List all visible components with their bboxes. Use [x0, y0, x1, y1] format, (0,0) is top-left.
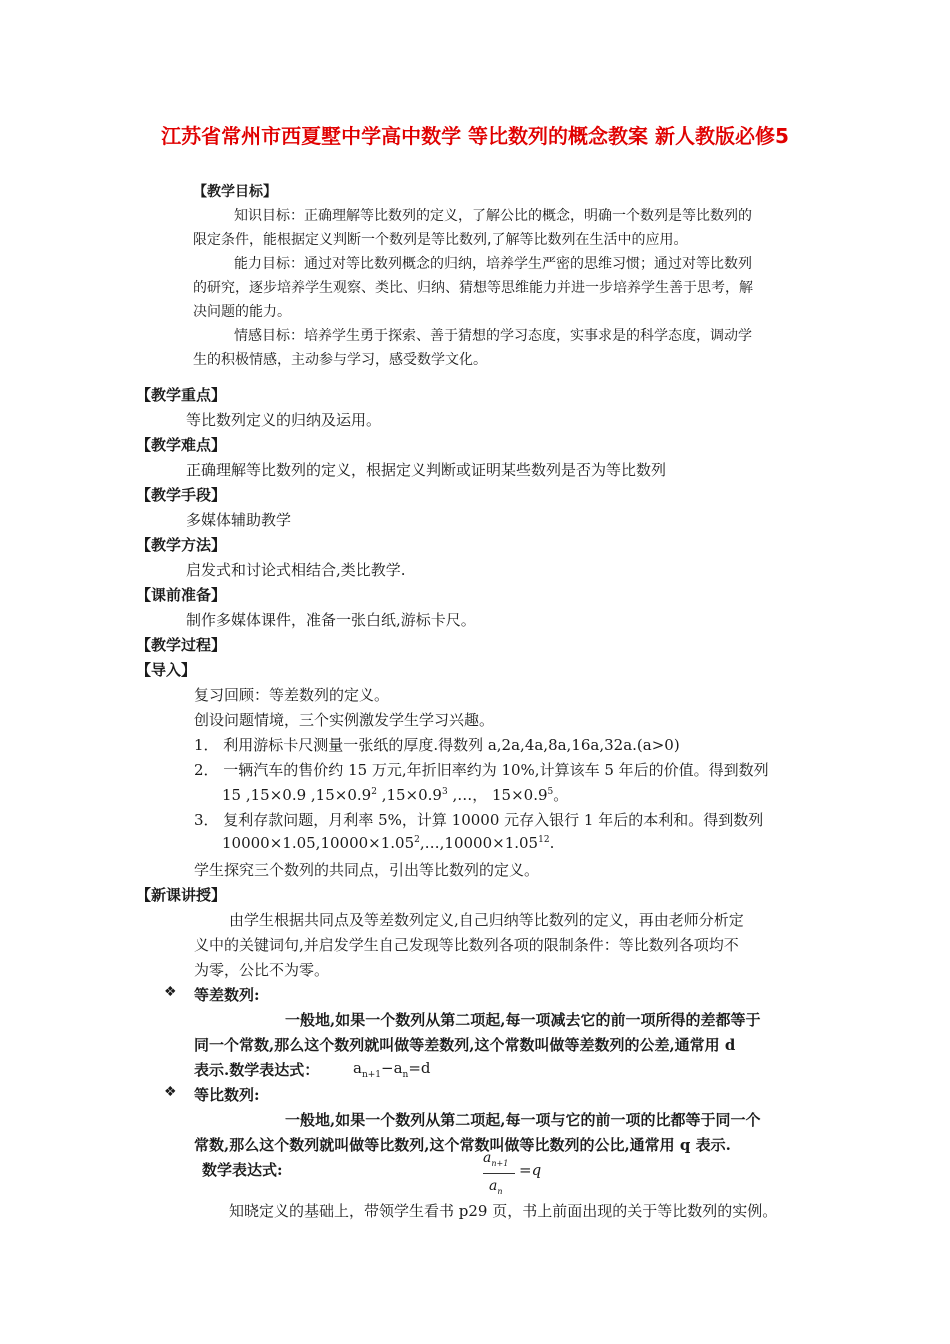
arith-expression [353, 1059, 431, 1080]
newlesson-para-line-2: 义中的关键词句,并启发学生自己发现等比数列各项的限制条件：等比数列各项均不 [194, 936, 739, 954]
newlesson-para-line-1: 由学生根据共同点及等差数列定义,自己归纳等比数列的定义，再由老师分析定 [229, 911, 744, 929]
arith-expr-a: a [353, 1059, 362, 1077]
frac-bar [483, 1173, 515, 1174]
arith-def-line-1: 一般地,如果一个数列从第二项起,每一项减去它的前一项所得的差都等于 [285, 1011, 761, 1029]
geo-def-line-2: 常数,那么这个数列就叫做等比数列,这个常数叫做等比数列的公比,通常用 q 表示. [194, 1136, 731, 1154]
item3-sup-12: 12 [538, 835, 550, 845]
diamond-bullet-icon: ❖ [164, 1084, 177, 1100]
geo-expr-label: 数学表达式: [202, 1161, 283, 1179]
focus-heading: 【教学重点】 [136, 386, 227, 404]
intro-item-3-line-1: 3． 复利存款问题，月利率 5%，计算 10000 元存入银行 1 年后的本利和。得到数列 [194, 811, 764, 829]
difficulty-heading: 【教学难点】 [136, 436, 227, 454]
item3-sup-2: 2 [414, 835, 420, 845]
item3-part-c: . [549, 834, 555, 852]
frac-numerator: $a_{n+1}$ [483, 1150, 509, 1168]
goals-emotion-line-1: 情感目标：培养学生勇于探索、善于猜想的学习态度，实事求是的科学态度，调动学 [234, 328, 752, 344]
item3-part-b: ,…,10000×1.05 [419, 834, 539, 852]
arith-expr-sub-2: n [402, 1070, 409, 1080]
means-heading: 【教学手段】 [136, 486, 227, 504]
intro-scenario: 创设问题情境，三个实例激发学生学习兴趣。 [194, 711, 495, 729]
arith-def-line-3: 表示.数学表达式： [194, 1061, 320, 1079]
means-text: 多媒体辅助教学 [186, 511, 292, 529]
goals-knowledge-line-2: 限定条件，能根据定义判断一个数列是等比数列,了解等比数列在生活中的应用。 [193, 232, 688, 248]
intro-item-1: 1． 利用游标卡尺测量一张纸的厚度.得数列 a,2a,4a,8a,16a,32a.(a>0) [194, 736, 680, 754]
newlesson-heading: 【新课讲授】 [136, 886, 227, 904]
item2-sup-5: 5 [547, 787, 554, 797]
process-heading: 【教学过程】 [136, 636, 227, 654]
goals-ability-line-1: 能力目标：通过对等比数列概念的归纳，培养学生严密的思维习惯；通过对等比数列 [234, 256, 752, 272]
goals-emotion-line-2: 生的积极情感，主动参与学习，感受数学文化。 [193, 352, 487, 368]
intro-review: 复习回顾：等差数列的定义。 [194, 686, 390, 704]
diamond-bullet-icon: ❖ [164, 984, 177, 1000]
closing-text: 知晓定义的基础上，带领学生看书 p29 页，书上前面出现的关于等比数列的实例。 [229, 1202, 778, 1220]
arith-expr-sub-1: n+1 [361, 1070, 382, 1080]
difficulty-text: 正确理解等比数列的定义，根据定义判断或证明某些数列是否为等比数列 [186, 461, 667, 479]
item2-part-c: ,…， 15×0.9 [447, 786, 548, 804]
focus-text: 等比数列定义的归纳及运用。 [186, 411, 382, 429]
item2-part-b: ,15×0.9 [376, 786, 442, 804]
intro-explore: 学生探究三个数列的共同点，引出等比数列的定义。 [194, 861, 540, 879]
prep-heading: 【课前准备】 [136, 586, 227, 604]
item2-part-a: 15 ,15×0.9 ,15×0.9 [222, 786, 372, 804]
intro-item-3-line-2 [222, 834, 554, 852]
arith-title: 等差数列: [194, 986, 260, 1004]
frac-equals: =q [519, 1161, 542, 1179]
item3-part-a: 10000×1.05,10000×1.05 [222, 834, 415, 852]
geo-title: 等比数列: [194, 1086, 260, 1104]
method-text: 启发式和讨论式相结合,类比教学. [186, 561, 406, 579]
item2-sup-3: 3 [441, 787, 448, 797]
page-title: 江苏省常州市西夏墅中学高中数学 等比数列的概念教案 新人教版必修5 [161, 124, 789, 148]
goals-heading: 【教学目标】 [193, 184, 277, 200]
geo-fraction-formula [483, 1150, 553, 1200]
arith-expr-b: −a [381, 1059, 403, 1077]
intro-heading: 【导入】 [136, 661, 197, 679]
goals-ability-line-2: 的研究，逐步培养学生观察、类比、归纳、猜想等思维能力并进一步培养学生善于思考，解 [193, 280, 753, 296]
intro-item-2-line-2 [222, 784, 568, 805]
prep-text: 制作多媒体课件，准备一张白纸,游标卡尺。 [186, 611, 476, 629]
arith-def-line-2: 同一个常数,那么这个数列就叫做等差数列,这个常数叫做等差数列的公差,通常用 d [194, 1036, 736, 1054]
item2-sup-2: 2 [371, 787, 377, 797]
intro-item-2-line-1: 2． 一辆汽车的售价约 15 万元,年折旧率约为 10%,计算该车 5 年后的价值。得到数列 [194, 761, 769, 779]
geo-def-line-1: 一般地,如果一个数列从第二项起,每一项与它的前一项的比都等于同一个 [285, 1111, 761, 1129]
item2-part-d: 。 [553, 786, 569, 804]
frac-denominator: $a_n$ [489, 1178, 503, 1196]
goals-ability-line-3: 决问题的能力。 [193, 304, 291, 320]
method-heading: 【教学方法】 [136, 536, 227, 554]
arith-expr-c: =d [408, 1059, 431, 1077]
goals-knowledge-line-1: 知识目标：正确理解等比数列的定义，了解公比的概念，明确一个数列是等比数列的 [234, 208, 752, 224]
newlesson-para-line-3: 为零，公比不为零。 [194, 961, 330, 979]
